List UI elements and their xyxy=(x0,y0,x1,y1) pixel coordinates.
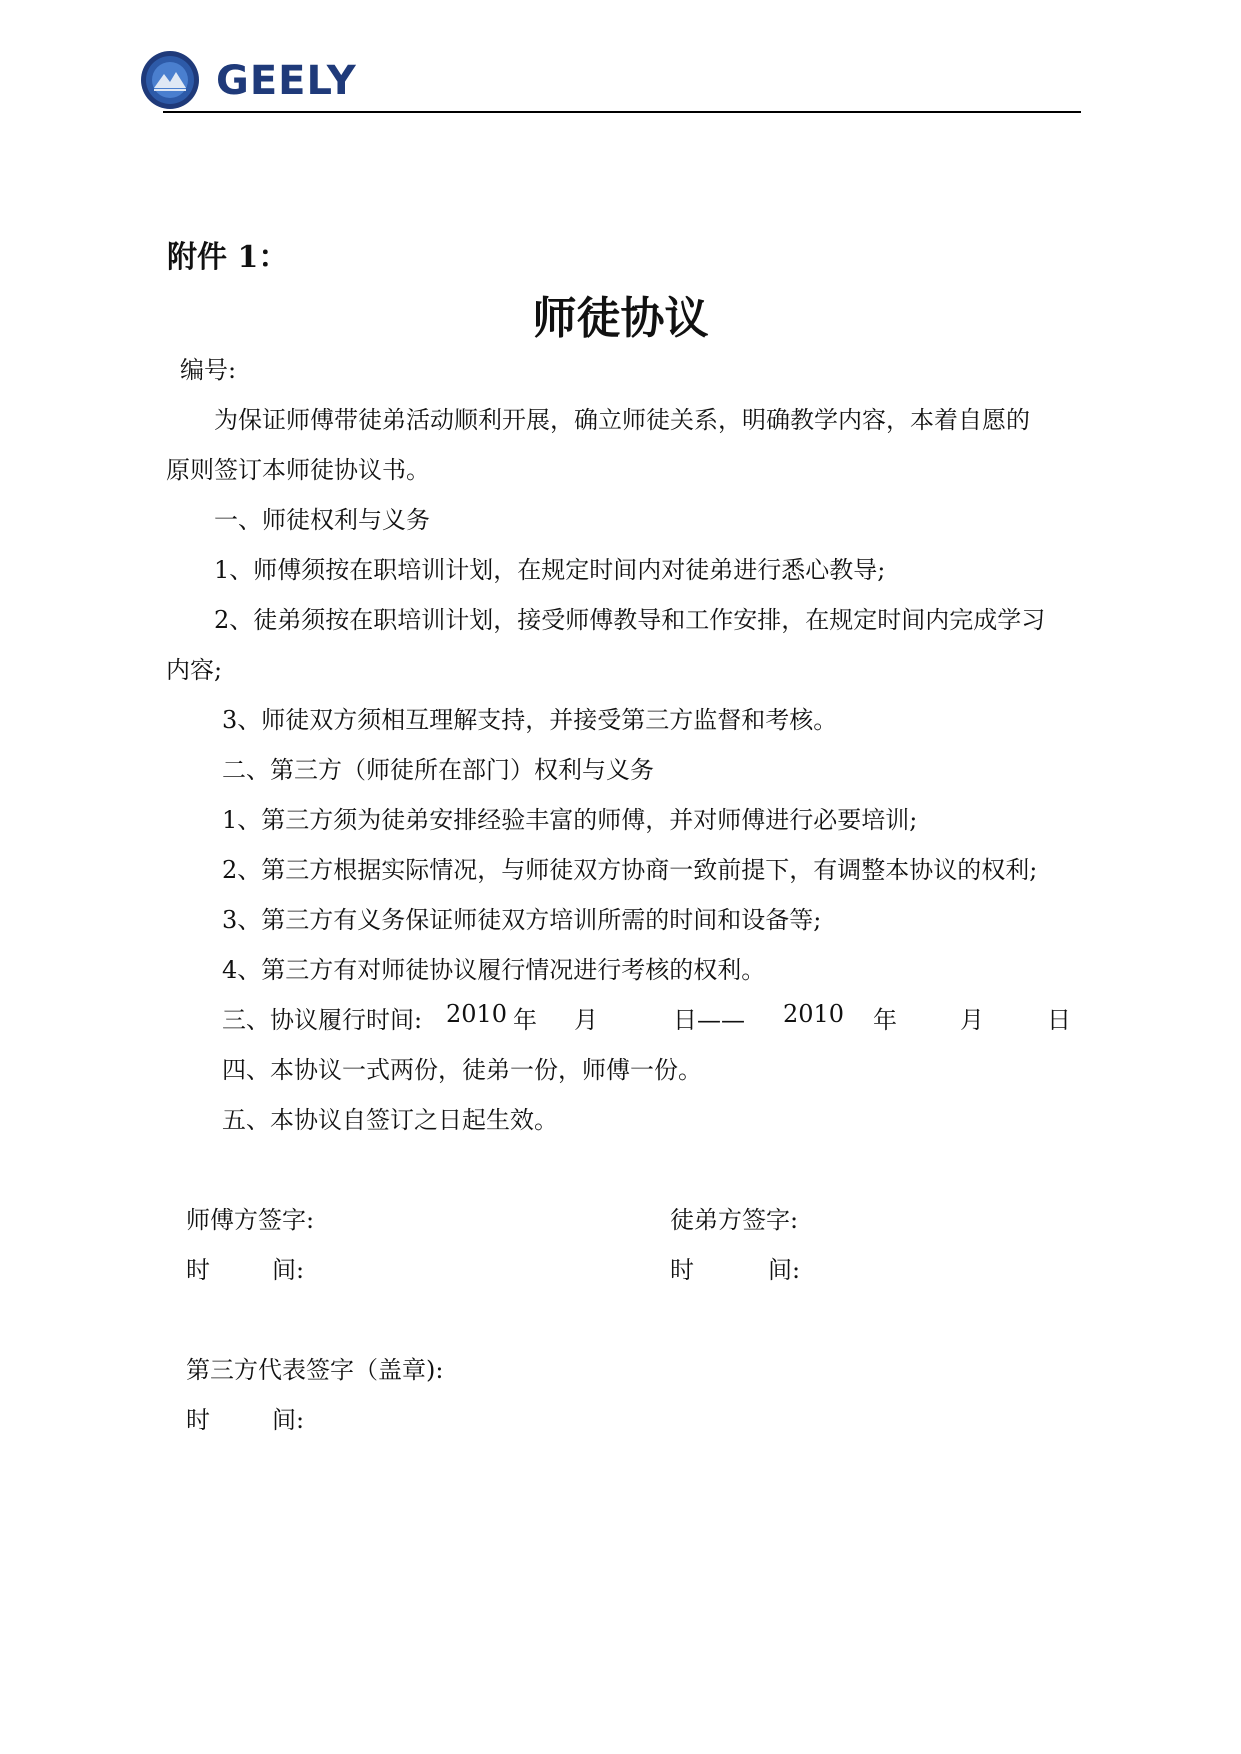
master-time-label-shi: 时 xyxy=(186,1256,210,1284)
section-2-item-4: 4、第三方有对师徒协议履行情况进行考核的权利。 xyxy=(222,956,766,984)
apprentice-signature-label: 徒弟方签字: xyxy=(670,1206,799,1234)
end-year: 2010 xyxy=(783,1000,845,1028)
start-day-unit: 日—— xyxy=(673,1006,745,1034)
geely-logo-emblem-icon xyxy=(140,50,200,110)
section-5: 五、本协议自签订之日起生效。 xyxy=(222,1106,558,1134)
section-2-item-2: 2、第三方根据实际情况，与师徒双方协商一致前提下，有调整本协议的权利; xyxy=(222,856,1038,884)
section-2-item-3: 3、第三方有义务保证师徒双方培训所需的时间和设备等; xyxy=(222,906,822,934)
third-party-time-label-shi: 时 xyxy=(186,1406,210,1434)
section-1-item-3: 3、师徒双方须相互理解支持，并接受第三方监督和考核。 xyxy=(222,706,838,734)
intro-paragraph-line-1: 为保证师傅带徒弟活动顺利开展，确立师徒关系，明确教学内容，本着自愿的 xyxy=(214,406,1030,434)
master-signature-label: 师傅方签字: xyxy=(186,1206,315,1234)
section-2-item-1: 1、第三方须为徒弟安排经验丰富的师傅，并对师傅进行必要培训; xyxy=(222,806,918,834)
attachment-label: 附件 1： xyxy=(167,240,289,275)
number-label: 编号: xyxy=(180,356,237,384)
master-time-label-jian: 间: xyxy=(272,1256,305,1284)
end-month-unit: 月 xyxy=(960,1006,984,1034)
section-2-heading: 二、第三方（师徒所在部门）权利与义务 xyxy=(222,756,654,784)
third-party-signature-label: 第三方代表签字（盖章): xyxy=(186,1356,444,1384)
document-title: 师徒协议 xyxy=(532,293,709,344)
end-day-unit: 日 xyxy=(1047,1006,1071,1034)
section-1-heading: 一、师徒权利与义务 xyxy=(214,506,430,534)
apprentice-time-label-shi: 时 xyxy=(670,1256,694,1284)
start-month-unit: 月 xyxy=(574,1006,598,1034)
section-1-item-2-continued: 内容; xyxy=(166,656,223,684)
apprentice-time-label-jian: 间: xyxy=(768,1256,801,1284)
start-year: 2010 xyxy=(446,1000,508,1028)
end-year-unit: 年 xyxy=(873,1006,897,1034)
section-3-label: 三、协议履行时间: xyxy=(222,1006,423,1034)
geely-logo-text: GEELY xyxy=(216,58,357,104)
intro-paragraph-line-2: 原则签订本师徒协议书。 xyxy=(166,456,430,484)
header-divider xyxy=(163,111,1081,113)
section-4: 四、本协议一式两份，徒弟一份，师傅一份。 xyxy=(222,1056,702,1084)
start-year-unit: 年 xyxy=(513,1006,537,1034)
section-1-item-2: 2、徒弟须按在职培训计划，接受师傅教导和工作安排，在规定时间内完成学习 xyxy=(214,606,1046,634)
section-1-item-1: 1、师傅须按在职培训计划，在规定时间内对徒弟进行悉心教导; xyxy=(214,556,886,584)
third-party-time-label-jian: 间: xyxy=(272,1406,305,1434)
